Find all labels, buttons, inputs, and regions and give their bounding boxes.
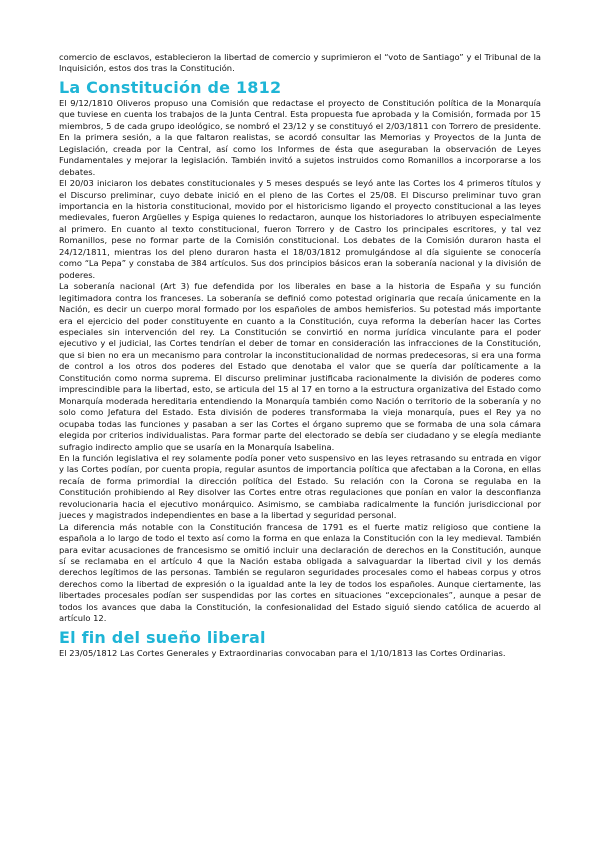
paragraph-comision: El 9/12/1810 Oliveros propuso una Comisión que redactase el proyecto de Constitución política de la Monarquía que tuviese en cuenta los trabajos de la Junta Central. Esta propuesta fue aprobada y la Comisión, formada por 15 miembros, 5 de cada grupo ideológico, se nombró el 23/12 y se constituyó el 2/03/1811 con Torrero de presidente. En la primera sesión, a la que faltaron realistas, se acordó consultar las Memorias y Proyectos de la Junta de Legislación, creada por la Central, así como los Informes de ésta que aseguraban la observación de Leyes Fundamentales y mejorar la legislación. También invitó a sujetos instruidos como Romanillos a incorporarse a los debates. — [59, 97, 541, 177]
intro-paragraph: comercio de esclavos, establecieron la libertad de comercio y suprimieron el “voto de Santiago” y el Tribunal de la Inquisición, estos dos tras la Constitución. — [59, 52, 541, 74]
paragraph-soberania: La soberanía nacional (Art 3) fue defendida por los liberales en base a la historia de España y su función legitimadora contra los franceses. La soberanía se definió como potestad originaria que recaía únicamente en la Nación, es decir un cuerpo moral formado por los españoles de ambos hemisferios. Su potestad más importante era el ejercicio del poder constituyente en cuanto a la Constitución, cuya reforma la deberían hacer las Cortes especiales sin intervención del rey. La Constitución se convirtió en norma jurídica vinculante para el poder ejecutivo y el judicial, las Cortes tendrían el deber de tomar en consideración las infracciones de la Constitución, que si bien no era un mecanismo para controlar la inconstitucionalidad de normas predecesoras, si era una forma de control a los otros dos poderes del Estado que denotaba el valor que se quería dar políticamente a la Constitución como norma suprema. El discurso preliminar justificaba racionalmente la división de poderes como imprescindible para la libertad, esto, se articula del 15 al 17 en torno a la estructura organizativa del Estado como Monarquía moderada hereditaria entendiendo la Monarquía también como Nación o territorio de la soberanía y no solo como Jefatura del Estado. Esta división de poderes transformaba la vieja monarquía, pues el Rey ya no ocupaba todas las funciones y pasaban a ser las Cortes el órgano supremo que se formaba de una sola cámara elegida por criterios individualistas. Para formar parte del electorado se debía ser ciudadano y se elegía mediante sufragio indirecto amplio que se usaría en la Monarquía Isabelina. — [59, 281, 541, 452]
paragraph-debates: El 20/03 iniciaron los debates constitucionales y 5 meses después se leyó ante las Cortes los 4 primeros títulos y el Discurso preliminar, cuyo debate inició en el pleno de las Cortes el 25/08. El Discurso preliminar tuvo gran importancia en la historia constitucional, movido por el historicismo ligando el proyecto constitucional a las leyes medievales, fueron Argüelles y Espiga quienes lo redactaron, aunque los historiadores lo atribuyen especialmente al primero. En cuanto al texto constitucional, fueron Torrero y de Castro los principales escritores, y tal vez Romanillos, pese no formar parte de la Comisión constitucional. Los debates de la Comisión duraron hasta el 24/12/1811, mientras los del pleno duraron hasta el 18/03/1812 promulgándose al día siguiente se conocería como “La Pepa” y constaba de 384 artículos. Sus dos principios básicos eran la soberanía nacional y la división de poderes. — [59, 178, 541, 280]
section-heading-constitucion-1812: La Constitución de 1812 — [59, 77, 282, 97]
paragraph-diferencia-francesa: La diferencia más notable con la Constitución francesa de 1791 es el fuerte matiz religioso que contiene la española a lo largo de todo el texto así como la forma en que enlaza la Constitución con la ley medieval. También para evitar acusaciones de francesismo se omitió incluir una declaración de derechos en la Constitución, aunque sí se reclamaba en el artículo 4 que la Nación estaba obligada a salvaguardar la libertad civil y los demás derechos legítimos de las personas. También se regularon seguridades procesales como el habeas corpus y otros derechos como la libertad de expresión o la igualdad ante la ley de todos los españoles. Aunque ciertamente, las libertades procesales podían ser suspendidas por las cortes en situaciones “excepcionales”, aunque a pesar de todos los avances que daba la Constitución, la confesionalidad del Estado siguió siendo católica de acuerdo al artículo 12. — [59, 521, 541, 624]
section-heading-fin-sueno-liberal: El fin del sueño liberal — [59, 627, 266, 647]
paragraph-cortes-ordinarias: El 23/05/1812 Las Cortes Generales y Extraordinarias convocaban para el 1/10/1813 las Cortes Ordinarias. — [59, 647, 506, 658]
document-page — [59, 52, 541, 659]
paragraph-funcion-legislativa: En la función legislativa el rey solamente podía poner veto suspensivo en las leyes retrasando su entrada en vigor y las Cortes podían, por cuenta propia, regular asuntos de importancia política que afectaban a la Corona, en ellas recaía de forma primordial la dirección política del Estado. Su relación con la Corona se regulaba en la Constitución prohibiendo al Rey disolver las Cortes entre otras regulaciones que ponían en valor la desconfianza revolucionaria hacia el ejecutivo monárquico. Asimismo, se cambiaba radicalmente la función jurisdiccional por jueces y magistrados independientes en base a la libertad y seguridad personal. — [59, 452, 541, 521]
